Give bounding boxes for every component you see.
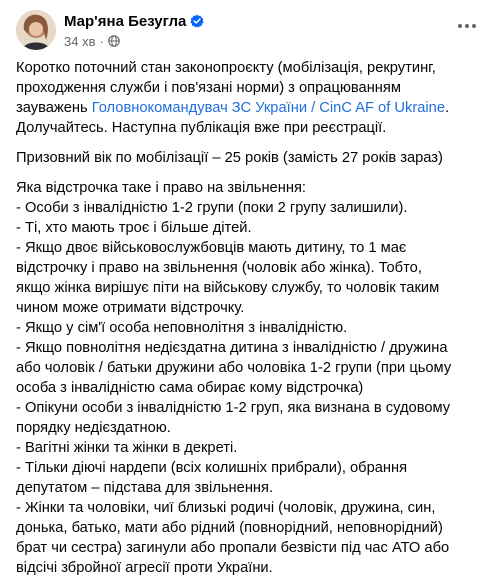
post-timestamp[interactable]: 34 хв bbox=[64, 33, 96, 49]
deferral-line: - Вагітні жінки та жінки в декреті. bbox=[16, 440, 238, 456]
avatar-image bbox=[16, 10, 56, 50]
deferral-line: особа з інвалідністю сама обирає кому відстрочка) bbox=[16, 380, 364, 396]
author-avatar[interactable] bbox=[16, 10, 56, 50]
globe-icon[interactable] bbox=[108, 35, 120, 47]
intro-line-3-text: зауважень bbox=[16, 100, 92, 116]
post-meta bbox=[64, 32, 204, 50]
intro-line-4: Долучайтесь. Наступна публікація вже при реєстрації. bbox=[16, 120, 387, 136]
intro-paragraph bbox=[16, 58, 486, 138]
deferral-line: донька, батько, мати або рідний (повнорідний, неповнорідний) bbox=[16, 520, 443, 536]
intro-line-3-end: . bbox=[445, 100, 450, 116]
deferral-line: - Якщо повнолітня недієздатна дитина з інвалідністю / дружина bbox=[16, 340, 448, 356]
verified-badge-icon bbox=[190, 14, 204, 28]
author-name[interactable]: Мар'яна Безугла bbox=[64, 12, 187, 30]
intro-line-1: Коротко поточний стан законопроєкту (мобілізація, рекрутинг, bbox=[16, 60, 436, 76]
age-paragraph bbox=[16, 148, 486, 168]
deferral-line: - Опікуни особи з інвалідністю 1-2 груп, яка визнана в судовому bbox=[16, 400, 451, 416]
post-header bbox=[16, 10, 483, 54]
deferral-line: - Особи з інвалідністю 1-2 групи (поки 2 групу залишили). bbox=[16, 200, 408, 216]
deferral-line: або чоловік / батьки дружини або чоловіка 1-2 групи (при цьому bbox=[16, 360, 452, 376]
deferral-paragraph bbox=[16, 178, 486, 577]
deferral-line: - Жінки та чоловіки, чиї близькі родичі (чоловік, дружина, син, bbox=[16, 500, 436, 516]
intro-line-2: проходження служби і пов'язані норми) з опрацюванням bbox=[16, 80, 401, 96]
deferral-line: - Тільки діючі нардепи (всіх колишніх прибрали), обрання bbox=[16, 460, 408, 476]
intro-line-3 bbox=[16, 98, 486, 118]
deferral-line: чином може отримати відстрочку. bbox=[16, 300, 245, 316]
mention-link-cinc[interactable]: CinC AF of Ukraine bbox=[319, 100, 445, 116]
mention-separator: / bbox=[307, 100, 320, 116]
deferral-line: - Якщо у сім'ї особа неповнолітня з інвалідністю. bbox=[16, 320, 348, 336]
deferral-line: - Якщо двоє військовослужбовців мають дитину, то 1 має bbox=[16, 240, 407, 256]
mention-link-commander[interactable]: Головнокомандувач ЗС України bbox=[91, 100, 308, 116]
deferral-line: порядку недієздатною. bbox=[16, 420, 171, 436]
more-options-icon[interactable] bbox=[451, 14, 483, 38]
deferral-line: - Ті, хто мають троє і більше дітей. bbox=[16, 220, 252, 236]
deferral-line: відсічі збройної агресії проти України. bbox=[16, 560, 273, 576]
deferral-heading: Яка відстрочка таке і право на звільнення: bbox=[16, 180, 306, 196]
post-body bbox=[16, 58, 486, 577]
age-line: Призовний вік по мобілізації – 25 років (замість 27 років зараз) bbox=[16, 150, 443, 166]
author-block bbox=[64, 11, 204, 50]
meta-separator: · bbox=[99, 33, 104, 49]
author-row bbox=[64, 11, 204, 31]
deferral-line: відстрочку і право на звільнення (чоловік або жінка). Тобто, bbox=[16, 260, 422, 276]
deferral-line: депутатом – підстава для звільнення. bbox=[16, 480, 274, 496]
deferral-line: якщо жінка вирішує піти на військову службу, то чоловік таким bbox=[16, 280, 440, 296]
deferral-line: брат чи сестра) загинули або пропали безвісти під час АТО або bbox=[16, 540, 450, 556]
